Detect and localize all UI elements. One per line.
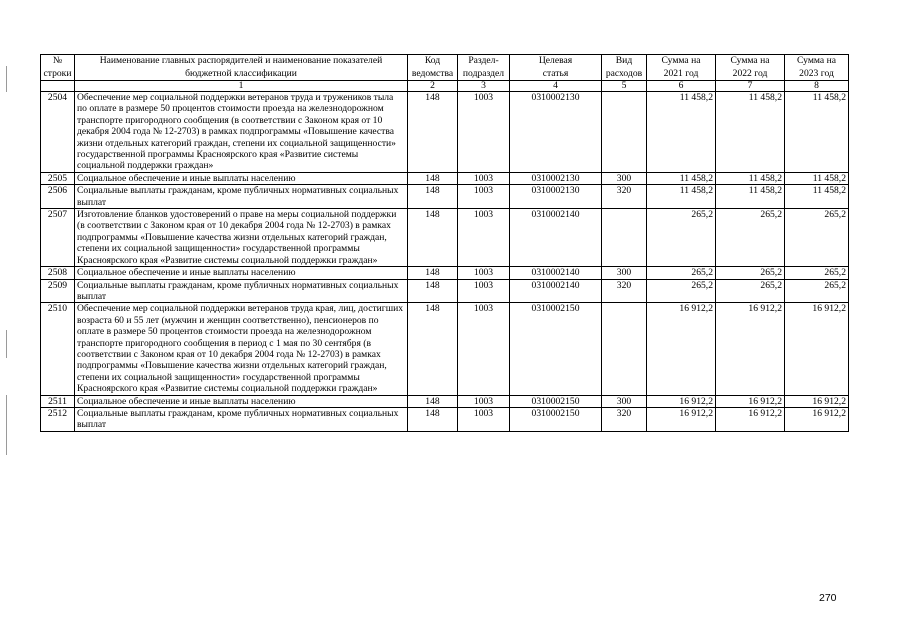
row-name: Социальное обеспечение и иные выплаты населению [75, 395, 408, 407]
row-ved-code: 148 [408, 209, 458, 267]
table-row [41, 303, 849, 395]
table-row [41, 185, 849, 209]
column-number: 2 [408, 81, 458, 92]
row-sum-2023: 11 458,2 [785, 172, 849, 184]
header-row [41, 55, 849, 81]
row-target-article: 0310002150 [510, 395, 602, 407]
row-sum-2022: 265,2 [716, 279, 785, 303]
row-number: 2505 [41, 172, 75, 184]
header-ved: Код ведомства [408, 55, 458, 81]
row-ved-code: 148 [408, 267, 458, 279]
header-vr: Вид расходов [602, 55, 647, 81]
table-row [41, 395, 849, 407]
row-name: Обеспечение мер социальной поддержки ветеранов труда края, лиц, достигших возраста 60 и 55 лет (мужчин и женщин соответственно), пенсионеров по оплате в размере 50 процентов стоимости проезда на железнодорожном транспорте пригородного сообщения в период с 1 мая по 30 сентября (в соответствии с Законом края от 10 декабря 2004 года № 12-2703) в рамках подпрограммы «Повышение качества жизни отдельных категорий граждан, степени их социальной защищенности» государственной программы Красноярского края «Развитие системы социальной поддержки граждан» [75, 303, 408, 395]
budget-table [40, 54, 849, 432]
row-razdel-code: 1003 [458, 267, 510, 279]
row-sum-2023: 16 912,2 [785, 303, 849, 395]
row-number: 2511 [41, 395, 75, 407]
row-sum-2022: 265,2 [716, 267, 785, 279]
table-row [41, 279, 849, 303]
row-sum-2021: 16 912,2 [647, 395, 716, 407]
column-number: 3 [458, 81, 510, 92]
row-sum-2021: 265,2 [647, 209, 716, 267]
row-expense-type: 320 [602, 407, 647, 431]
row-expense-type [602, 209, 647, 267]
row-name: Социальное обеспечение и иные выплаты населению [75, 172, 408, 184]
row-sum-2023: 11 458,2 [785, 92, 849, 173]
row-sum-2021: 11 458,2 [647, 172, 716, 184]
column-number-row [41, 81, 849, 92]
row-sum-2021: 11 458,2 [647, 92, 716, 173]
row-sum-2021: 16 912,2 [647, 407, 716, 431]
row-sum-2022: 11 458,2 [716, 185, 785, 209]
row-target-article: 0310002140 [510, 267, 602, 279]
column-number: 1 [75, 81, 408, 92]
header-cs: Целевая статья [510, 55, 602, 81]
column-number: 7 [716, 81, 785, 92]
row-razdel-code: 1003 [458, 395, 510, 407]
header-razdel: Раздел- подраздел [458, 55, 510, 81]
column-number: 4 [510, 81, 602, 92]
header-name: Наименование главных распорядителей и наименование показателей бюджетной классификации [75, 55, 408, 81]
row-ved-code: 148 [408, 303, 458, 395]
row-razdel-code: 1003 [458, 303, 510, 395]
row-sum-2021: 265,2 [647, 267, 716, 279]
row-sum-2023: 16 912,2 [785, 407, 849, 431]
row-expense-type: 320 [602, 185, 647, 209]
column-number: 5 [602, 81, 647, 92]
row-target-article: 0310002130 [510, 92, 602, 173]
row-razdel-code: 1003 [458, 279, 510, 303]
row-name: Социальные выплаты гражданам, кроме публичных нормативных социальных выплат [75, 185, 408, 209]
row-razdel-code: 1003 [458, 209, 510, 267]
row-number: 2507 [41, 209, 75, 267]
table-row [41, 267, 849, 279]
row-sum-2022: 16 912,2 [716, 407, 785, 431]
column-number: 6 [647, 81, 716, 92]
row-razdel-code: 1003 [458, 92, 510, 173]
header-sum-2023: Сумма на 2023 год [785, 55, 849, 81]
row-number: 2508 [41, 267, 75, 279]
column-number: 8 [785, 81, 849, 92]
row-expense-type [602, 92, 647, 173]
row-name: Обеспечение мер социальной поддержки ветеранов труда и тружеников тыла по оплате в размере 50 процентов стоимости проезда на железнодорожном транспорте пригородного сообщения (в соответствии с Законом края от 10 декабря 2004 года № 12-2703) в рамках подпрограммы «Повышение качества жизни отдельных категорий граждан, степени их социальной защищенности» государственной программы Красноярского края «Развитие системы социальной поддержки граждан» [75, 92, 408, 173]
row-sum-2022: 11 458,2 [716, 92, 785, 173]
row-target-article: 0310002150 [510, 407, 602, 431]
table-row [41, 92, 849, 173]
header-no: № строки [41, 55, 75, 81]
row-name: Социальные выплаты гражданам, кроме публичных нормативных социальных выплат [75, 279, 408, 303]
row-number: 2504 [41, 92, 75, 173]
row-razdel-code: 1003 [458, 407, 510, 431]
row-sum-2021: 16 912,2 [647, 303, 716, 395]
table-row [41, 407, 849, 431]
row-sum-2023: 265,2 [785, 209, 849, 267]
row-sum-2023: 11 458,2 [785, 185, 849, 209]
page-number: 270 [819, 592, 837, 604]
row-ved-code: 148 [408, 92, 458, 173]
column-number [41, 81, 75, 92]
header-sum-2022: Сумма на 2022 год [716, 55, 785, 81]
row-sum-2022: 265,2 [716, 209, 785, 267]
row-target-article: 0310002140 [510, 279, 602, 303]
table-row [41, 209, 849, 267]
row-sum-2021: 265,2 [647, 279, 716, 303]
row-sum-2022: 16 912,2 [716, 395, 785, 407]
row-sum-2021: 11 458,2 [647, 185, 716, 209]
row-sum-2022: 16 912,2 [716, 303, 785, 395]
row-ved-code: 148 [408, 172, 458, 184]
row-expense-type: 300 [602, 172, 647, 184]
row-name: Изготовление бланков удостоверений о праве на меры социальной поддержки (в соответствии с Законом края от 10 декабря 2004 года № 12-2703) в рамках подпрограммы «Повышение качества жизни отдельных категорий граждан, степени их социальной защищенности» государственной программы Красноярского края «Развитие системы социальной поддержки граждан» [75, 209, 408, 267]
row-target-article: 0310002130 [510, 172, 602, 184]
row-target-article: 0310002150 [510, 303, 602, 395]
header-sum-2021: Сумма на 2021 год [647, 55, 716, 81]
row-expense-type: 320 [602, 279, 647, 303]
row-ved-code: 148 [408, 185, 458, 209]
row-number: 2509 [41, 279, 75, 303]
row-number: 2506 [41, 185, 75, 209]
table-row [41, 172, 849, 184]
row-number: 2510 [41, 303, 75, 395]
row-name: Социальные выплаты гражданам, кроме публичных нормативных социальных выплат [75, 407, 408, 431]
row-ved-code: 148 [408, 407, 458, 431]
row-expense-type: 300 [602, 267, 647, 279]
row-name: Социальное обеспечение и иные выплаты населению [75, 267, 408, 279]
row-ved-code: 148 [408, 279, 458, 303]
row-expense-type: 300 [602, 395, 647, 407]
row-number: 2512 [41, 407, 75, 431]
row-sum-2023: 16 912,2 [785, 395, 849, 407]
row-razdel-code: 1003 [458, 185, 510, 209]
row-razdel-code: 1003 [458, 172, 510, 184]
row-target-article: 0310002140 [510, 209, 602, 267]
margin-marks [6, 0, 10, 639]
row-sum-2023: 265,2 [785, 279, 849, 303]
row-sum-2023: 265,2 [785, 267, 849, 279]
row-ved-code: 148 [408, 395, 458, 407]
row-sum-2022: 11 458,2 [716, 172, 785, 184]
row-target-article: 0310002130 [510, 185, 602, 209]
row-expense-type [602, 303, 647, 395]
